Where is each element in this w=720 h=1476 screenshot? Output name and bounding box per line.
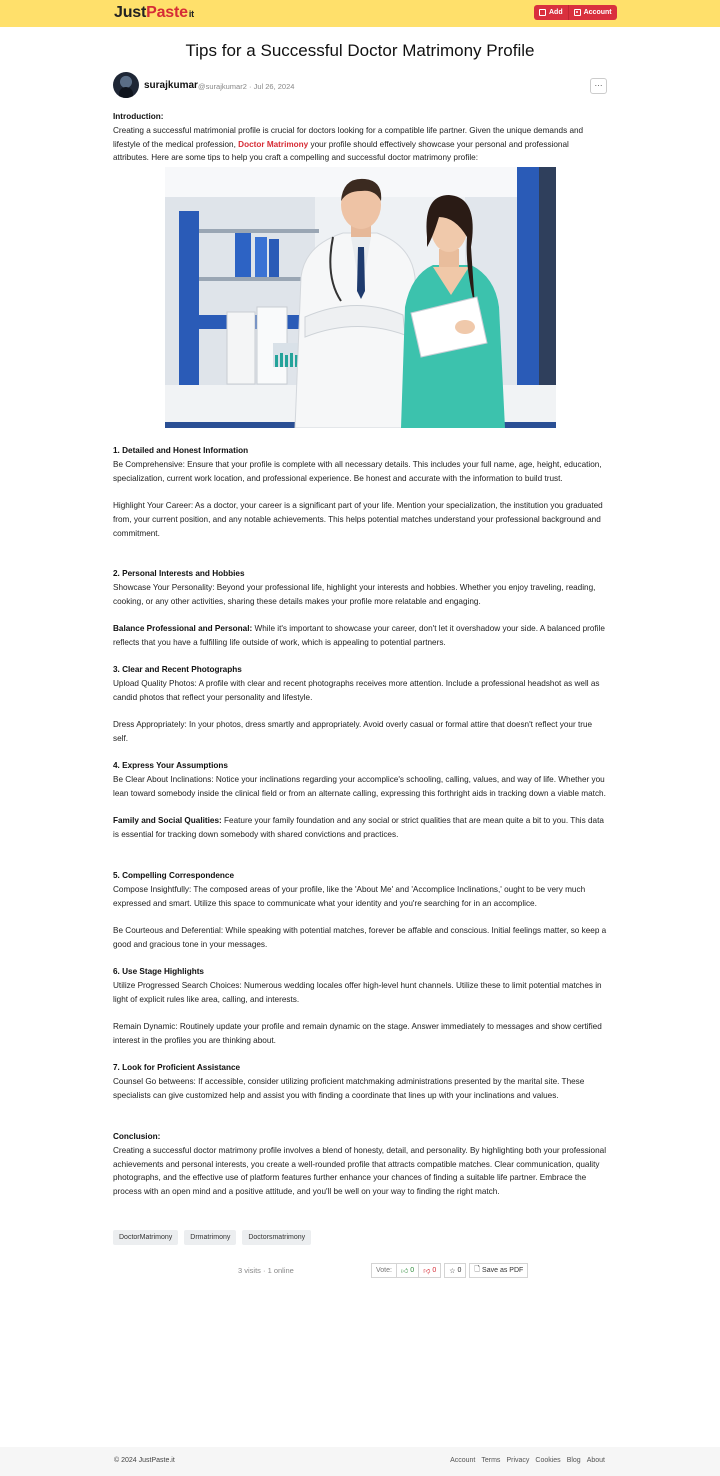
footer-link-account[interactable]: Account xyxy=(450,1457,476,1464)
section-paragraph: Showcase Your Personality: Beyond your professional life, highlight your interests and hobbies. Whether you enjoy traveling, reading, cooking, or any other activities, sharing these details makes your profile more relatable and engaging. xyxy=(113,582,596,606)
page-title: Tips for a Successful Doctor Matrimony Profile xyxy=(185,41,535,60)
section-paragraph: Dress Appropriately: In your photos, dress smartly and appropriately. Avoid overly casual or formal attire that doesn't reflect your true self. xyxy=(113,720,593,743)
copyright: © 2024 JustPaste.it xyxy=(114,1457,175,1464)
downvote-button[interactable]: 👎︎ 0 xyxy=(419,1263,441,1278)
section-paragraph: Creating a successful doctor matrimony profile involves a blend of honesty, detail, and personality. By highlighting both your professional achievements and personal interests, you create a well-rounded profile that attracts compatible matches. Clear communication, quality photographs, and the effective use of platform features further enhance your chances of finding a suitable life partner. Embrace the process with an open mind and a positive attitude, and you'll be well on your way to finding the right match. xyxy=(113,1145,607,1197)
favorite-button[interactable]: ☆ 0 xyxy=(444,1263,466,1278)
footer-link-about[interactable]: About xyxy=(586,1457,605,1464)
section-heading: 1. Detailed and Honest Information xyxy=(113,446,249,455)
section-heading: 7. Look for Proficient Assistance xyxy=(113,1063,241,1072)
tag-item[interactable]: Doctorsmatrimony xyxy=(242,1230,311,1245)
add-button[interactable]: Add xyxy=(534,5,568,20)
doctors-photo-illustration xyxy=(165,167,556,428)
section-paragraph: Counsel Go betweens: If accessible, consider utilizing proficient matchmaking administrations presented by the marital site. These specialists can give customized help and assist you with finding a coordinate that lines up with your inclinations and values. xyxy=(113,1076,585,1100)
more-options-button[interactable]: ··· xyxy=(590,78,607,94)
section-paragraph: Be Comprehensive: Ensure that your profile is complete with all necessary details. This includes your full name, age, height, education, specialization, current work location, and professional experience. Be honest and accurate with the information to build trust. xyxy=(113,459,602,483)
author-handle[interactable]: @surajkumar2 xyxy=(198,82,247,91)
thumbs-up-icon: 👍︎ xyxy=(400,1268,409,1275)
footer xyxy=(0,1447,720,1476)
vote-label: Vote: xyxy=(371,1263,397,1278)
conclusion-section xyxy=(113,1130,607,1199)
tag-item[interactable]: Drmatrimony xyxy=(184,1230,236,1245)
header-buttons xyxy=(534,5,617,20)
author-bar xyxy=(113,72,607,99)
footer-link-privacy[interactable]: Privacy xyxy=(506,1457,530,1464)
account-button[interactable]: Account xyxy=(568,5,617,20)
section-2 xyxy=(113,567,607,650)
upvote-button[interactable]: 👍︎ 0 xyxy=(397,1263,419,1278)
tag-item[interactable]: DoctorMatrimony xyxy=(113,1230,178,1245)
intro-paragraph: Creating a successful matrimonial profile is crucial for doctors looking for a compatible life partner. Given the unique demands and lifestyle of the medical profession, Doctor Matrimony your profile should effectively showcase your personal and professional attributes. Here are some tips to help you craft a compelling and successful doctor matrimony profile: xyxy=(113,125,584,163)
vote-actions xyxy=(444,1263,528,1278)
footer-links xyxy=(450,1457,605,1464)
section-paragraph: Balance Professional and Personal: While it's important to showcase your career, don't let it overshadow your side. A balanced profile reflects that you have a fulfilling life outside of work, which is appealing to potential partners. xyxy=(113,624,605,647)
section-6 xyxy=(113,965,607,1048)
footer-link-terms[interactable]: Terms xyxy=(481,1457,501,1464)
section-heading: 2. Personal Interests and Hobbies xyxy=(113,569,245,578)
document-icon: 🗋︎ xyxy=(474,1266,481,1273)
section-paragraph: Be Clear About Inclinations: Notice your inclinations regarding your accomplice's schooling, calling, values, and way of life. Whether you lean toward somebody inside the clinical field or from an alternate calling, expressing this forthright aids in tracking down a viable match. xyxy=(113,774,606,798)
tag-list xyxy=(113,1230,311,1245)
section-paragraph: Highlight Your Career: As a doctor, your career is a significant part of your life. Mention your specialization, the institution you graduated from, your current position, and any notable achievements. This helps potential matches understand your professional background and commitment. xyxy=(113,501,603,538)
user-icon xyxy=(574,9,581,16)
section-paragraph: Be Courteous and Deferential: While speaking with potential matches, forever be affable and conscious. Initial feelings matter, so keep a good and gracious tone in your messages. xyxy=(113,926,607,949)
section-5 xyxy=(113,869,607,952)
section-heading: 4. Express Your Assumptions xyxy=(113,761,228,770)
section-heading: 5. Compelling Correspondence xyxy=(113,871,235,880)
section-paragraph: Family and Social Qualities: Feature your family foundation and any social or strict qualities that are mean quite a bit to you. This data is essential for tracking down somebody with shared convictions and practices. xyxy=(113,816,604,839)
top-bar xyxy=(0,0,720,27)
footer-link-cookies[interactable]: Cookies xyxy=(535,1457,561,1464)
section-1 xyxy=(113,444,607,541)
section-7 xyxy=(113,1061,607,1102)
vote-bar xyxy=(371,1263,528,1278)
thumbs-down-icon: 👎︎ xyxy=(423,1268,431,1275)
section-heading: Conclusion: xyxy=(113,1132,161,1141)
section-3 xyxy=(113,663,607,746)
section-paragraph: Compose Insightfully: The composed areas of your profile, like the 'About Me' and 'Accomplice Inclinations,' ought to be very much expressed and smart. Utilize this space to communicate what your identity and you're searching for in an accomplice. xyxy=(113,884,586,908)
author-meta: @surajkumar2 · Jul 26, 2024 xyxy=(198,82,295,91)
doctor-matrimony-link[interactable]: Doctor Matrimony xyxy=(238,139,309,149)
intro-section xyxy=(113,110,607,165)
section-paragraph: Remain Dynamic: Routinely update your profile and remain dynamic on the stage. Answer immediately to messages and show certified interest in the profiles you are thinking about. xyxy=(113,1022,602,1045)
save-pdf-button[interactable]: 🗋︎ Save as PDF xyxy=(469,1263,528,1278)
site-logo[interactable]: JustPasteit xyxy=(114,4,194,21)
section-paragraph: Utilize Progressed Search Choices: Numerous wedding locales offer high-level hunt channels. Utilize these to limit potential matches in light of explicit rules like area, calling, and interests. xyxy=(113,980,602,1004)
section-heading: 3. Clear and Recent Photographs xyxy=(113,665,242,674)
intro-heading: Introduction: xyxy=(113,112,164,121)
section-paragraph: Upload Quality Photos: A profile with clear and recent photographs receives more attention. Include a professional headshot as well as candid photos that reflect your personality and lifestyle. xyxy=(113,678,600,702)
avatar[interactable] xyxy=(113,72,139,98)
footer-link-blog[interactable]: Blog xyxy=(566,1457,581,1464)
article-image xyxy=(165,167,556,428)
edit-icon xyxy=(539,9,546,16)
star-icon: ☆ xyxy=(449,1267,456,1275)
visit-stats: 3 visits · 1 online xyxy=(238,1266,294,1275)
author-name[interactable]: surajkumar xyxy=(144,80,198,91)
section-heading: 6. Use Stage Highlights xyxy=(113,967,204,976)
post-date: Jul 26, 2024 xyxy=(253,82,295,91)
section-4 xyxy=(113,759,607,842)
